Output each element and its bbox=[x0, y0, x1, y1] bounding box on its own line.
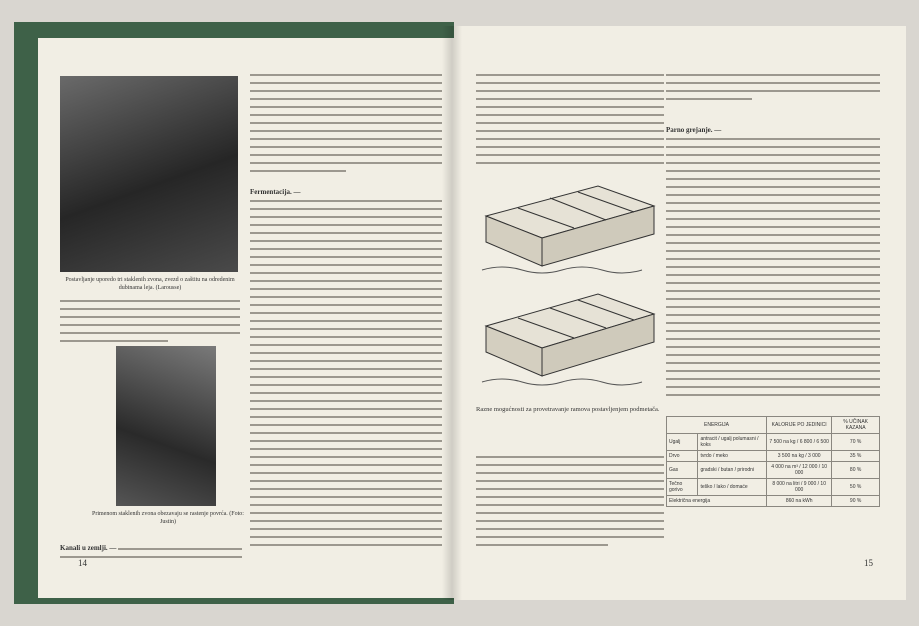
table-cell: 70 % bbox=[832, 434, 880, 451]
table-header-row bbox=[667, 417, 880, 434]
text-column-left-b bbox=[118, 548, 242, 556]
table-cell: 8 000 na litri / 9 000 / 10 000 bbox=[767, 479, 832, 496]
text-column-right-b bbox=[250, 200, 442, 552]
text-column-left-c bbox=[60, 556, 242, 564]
section-heading: Kanali u zemlji. — bbox=[60, 544, 117, 552]
table-cell: 80 % bbox=[832, 462, 880, 479]
table-cell: 7 500 na kg / 6 800 / 6 500 bbox=[767, 434, 832, 451]
table-cell: 3 500 na kg / 3 000 bbox=[767, 451, 832, 462]
table-cell: Električna energija bbox=[667, 496, 767, 507]
energy-table bbox=[666, 416, 880, 507]
table-cell: Gas bbox=[667, 462, 698, 479]
section-heading: Fermentacija. — bbox=[250, 188, 301, 196]
table-cell: 4 000 na m³ / 12 000 / 10 000 bbox=[767, 462, 832, 479]
text-column-right bbox=[250, 74, 442, 178]
book-spine-shadow bbox=[442, 26, 462, 600]
text-column-left-a bbox=[60, 300, 240, 348]
table-header: KALORIJE PO JEDINICI bbox=[767, 417, 832, 434]
table-cell: Drvo bbox=[667, 451, 698, 462]
left-page bbox=[38, 38, 455, 598]
table-cell: 35 % bbox=[832, 451, 880, 462]
page-number: 14 bbox=[78, 558, 87, 568]
table-cell: antracit / ugalj polumasni / koks bbox=[698, 434, 767, 451]
table-cell: teško / lako / domaće bbox=[698, 479, 767, 496]
page-number: 15 bbox=[864, 558, 873, 568]
section-heading: Parno grejanje. — bbox=[666, 126, 722, 134]
table-header: ENERGIJA bbox=[667, 417, 767, 434]
text-column-right-b bbox=[666, 138, 880, 402]
text-column-left-b bbox=[476, 456, 664, 552]
table-row bbox=[667, 479, 880, 496]
table-cell: gradski / butan / prirodni bbox=[698, 462, 767, 479]
table-row bbox=[667, 434, 880, 451]
table-cell: tvrdo / meko bbox=[698, 451, 767, 462]
table-header: % UČINAK KAZANA bbox=[832, 417, 880, 434]
cold-frame-drawing bbox=[478, 176, 662, 396]
table-cell: 860 na kWh bbox=[767, 496, 832, 507]
table-cell: Ugalj bbox=[667, 434, 698, 451]
bell-jar-photo bbox=[116, 346, 216, 506]
greenhouse-photo bbox=[60, 76, 238, 272]
table-row bbox=[667, 462, 880, 479]
text-column-left bbox=[476, 74, 664, 170]
drawing-caption: Razne mogućnosti za provetravanje ramova postavljenjem podmetača. bbox=[476, 406, 660, 413]
photo-caption: Primenom staklenih zvona obezavaju se rastenje povrća. (Foto: Justin) bbox=[92, 511, 244, 525]
photo-caption: Postavljanje uporedo tri staklenih zvona, zvezd o zaštitu na odredenim dubinama leja. (Larousse) bbox=[65, 277, 235, 291]
table-row bbox=[667, 451, 880, 462]
table-cell: 50 % bbox=[832, 479, 880, 496]
text-column-right bbox=[666, 74, 880, 106]
table-cell: 90 % bbox=[832, 496, 880, 507]
table-cell: Tečno gorivo bbox=[667, 479, 698, 496]
right-page bbox=[454, 26, 906, 600]
table-row bbox=[667, 496, 880, 507]
